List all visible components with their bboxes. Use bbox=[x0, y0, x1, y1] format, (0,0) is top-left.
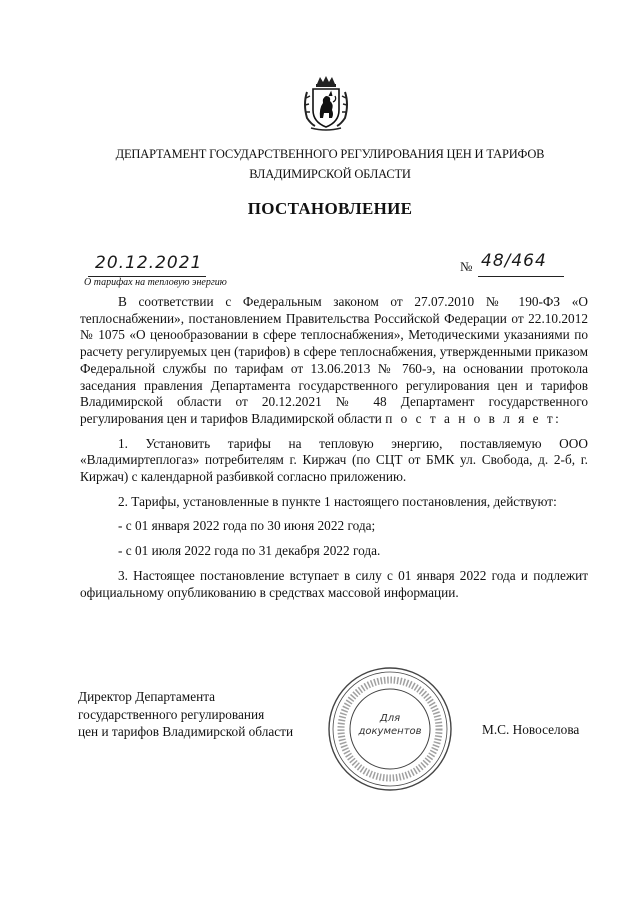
department-name: ДЕПАРТАМЕНТ ГОСУДАРСТВЕННОГО РЕГУЛИРОВАНИЯ ЦЕН И ТАРИФОВ bbox=[115, 147, 545, 161]
item-2: 2. Тарифы, установленные в пункте 1 настоящего постановления, действуют: bbox=[118, 493, 557, 509]
position-line: Директор Департамента bbox=[78, 689, 216, 704]
decree-word: п о с т а н о в л я е т: bbox=[385, 410, 562, 426]
intro-paragraph bbox=[80, 294, 588, 428]
document-body bbox=[80, 294, 588, 601]
position-line: цен и тарифов Владимирской области bbox=[78, 724, 294, 739]
signer-name: М.С. Новоселова bbox=[482, 722, 580, 737]
number-sign: № bbox=[460, 259, 473, 274]
period-2: - с 01 июля 2022 года по 31 декабря 2022 года. bbox=[118, 543, 381, 559]
document-title: ПОСТАНОВЛЕНИЕ bbox=[247, 199, 413, 218]
official-stamp bbox=[326, 665, 454, 793]
item-3: 3. Настоящее постановление вступает в силу с 01 января 2022 года и подлежит официальному опубликованию в средствах массовой информации. bbox=[80, 567, 588, 600]
item-1: 1. Установить тарифы на тепловую энергию, поставляемую ООО «Владимиртеплогаз» потребителям г. Киржач (по СЦТ от БМК ул. Свобода, д. 2-б, г. Киржач) с календарной разбивкой согласно приложению. bbox=[80, 435, 588, 485]
document-subject: О тарифах на тепловую энергию bbox=[84, 277, 227, 288]
stamp-line: документов bbox=[358, 726, 422, 737]
intro-text: В соответствии с Федеральным законом от 27.07.2010 № 190-ФЗ «О теплоснабжении», постановлением Правительства Российской Федерации от 22.10.2012 № 1075 «О ценообразовании в сфере теплоснабжения», Методическими указаниями по расчету регулируемых цен (тарифов) в сфере теплоснабжения, утвержденными приказом Федеральной службы по тарифам от 13.06.2013 № 760-э, на основании протокола заседания правления Департамента государственного регулирования цен и тарифов Владимирской области от 20.12.2021 № 48 Департамент государственного регулирования цен и тарифов Владимирской области bbox=[80, 294, 588, 426]
period-1: - с 01 января 2022 года по 30 июня 2022 года; bbox=[118, 518, 376, 534]
signer-position bbox=[78, 688, 293, 741]
region-name: ВЛАДИМИРСКОЙ ОБЛАСТИ bbox=[249, 167, 411, 181]
stamp-line: Для bbox=[379, 713, 401, 724]
document-date: 20.12.2021 bbox=[95, 253, 203, 273]
document-number: 48/464 bbox=[481, 251, 547, 271]
coat-of-arms-icon bbox=[301, 74, 351, 132]
number-underline bbox=[478, 276, 564, 277]
position-line: государственного регулирования bbox=[78, 706, 265, 722]
